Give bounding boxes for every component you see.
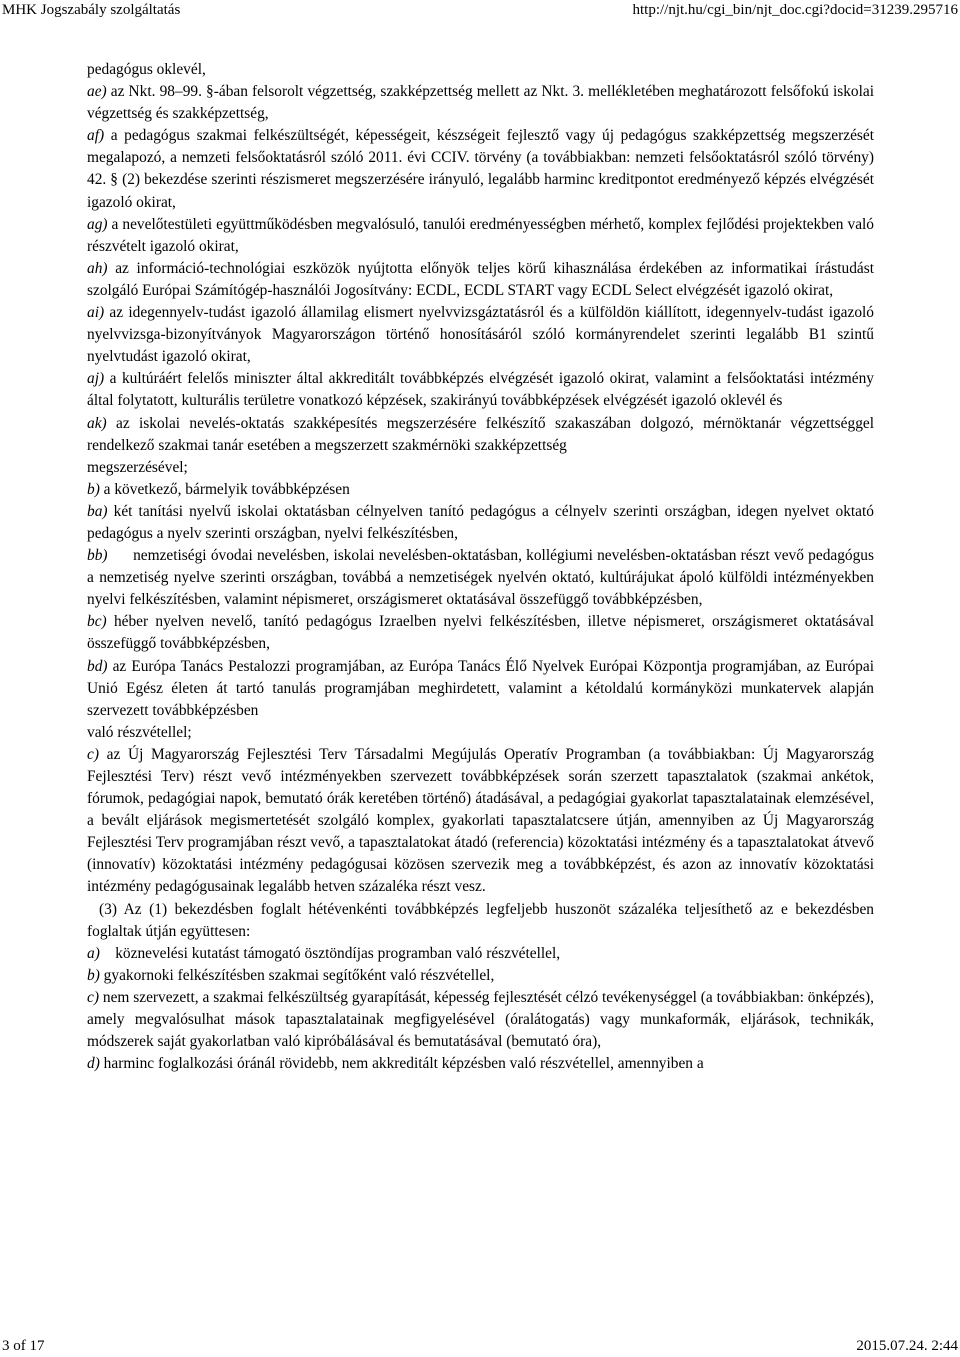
paragraph	[87, 125, 878, 213]
page-counter: 3 of 17	[2, 1338, 45, 1354]
paragraph	[87, 987, 878, 1053]
item-label: af)	[87, 127, 105, 145]
item-label: bc)	[87, 613, 107, 631]
paragraph	[87, 1053, 874, 1075]
page-footer	[0, 1337, 960, 1357]
paragraph-text: a pedagógus szakmai felkészültségét, képességeit, készségeit fejlesztő vagy új pedagógus szakképzettség megszerzését megalapozó, a nemzeti felsőoktatásról szóló 2011. évi CCIV. törvény (a továbbiakban: nemzeti felsőoktatásról szóló törvény) 42. § (2) bekezdése szerinti részismeret megszerzésére irányuló, legalább harminc kreditpontot eredményező képzés elvégzését igazoló okirat,	[87, 127, 878, 211]
paragraph	[87, 302, 878, 368]
paragraph-text: pedagógus oklevél,	[87, 61, 206, 78]
paragraph	[87, 457, 874, 479]
paragraph-text: az iskolai nevelés-oktatás szakképesítés megszerzésére felkészítő szakaszában dolgozó, mérnöktanár végzettséggel rendelkező szakmai tanár esetében a megszerzett szakmérnöki szakképzettség	[87, 414, 878, 454]
paragraph	[87, 943, 874, 965]
header-title: MHK Jogszabály szolgáltatás	[2, 2, 181, 18]
paragraph-text: köznevelési kutatást támogató ösztöndíjas programban való részvétellel,	[99, 944, 561, 962]
item-label: b)	[87, 480, 100, 498]
document-body	[87, 59, 878, 1075]
paragraph-text: való részvétellel;	[87, 723, 192, 741]
item-label: ak)	[87, 414, 107, 432]
paragraph	[87, 214, 878, 258]
paragraph-text: harminc foglalkozási óránál rövidebb, nem akkreditált képzésben való részvétellel, amennyiben a	[99, 1055, 704, 1073]
item-label: aj)	[87, 370, 105, 388]
page-header	[0, 0, 960, 22]
paragraph-text: az Új Magyarország Fejlesztési Terv Társadalmi Megújulás Operatív Programban (a továbbiakban: Új Magyarország Fejlesztési Terv) részt vevő intézményekben szervezett továbbképzések során szerzett tapasztalatok (szakmai ankétok, fórumok, pedagógiai napok, bemutató órák keretében történő) átadásával, a pedagógiai gyakorlat tapasztalatainak elemzésével, a bevált eljárások megismertetését szolgáló komplex, gyakorlati tapasztalatcsere útján, amennyiben az Új Magyarország Fejlesztési Terv programjában részt vevő, a tapasztalatokat átadó (referencia) közoktatási intézmény és a tapasztalatokat átvevő (innovatív) közoktatási intézmény pedagógusai közösen szervezik meg a továbbképzést, és azon az innovatív közoktatási intézmény pedagógusainak legalább hetven százaléka részt vesz.	[87, 745, 878, 896]
paragraph-text: (3) Az (1) bekezdésben foglalt hétévenkénti továbbképzés legfeljebb huszonöt százaléka teljesíthető az e bekezdésben foglaltak útján együttesen:	[87, 900, 878, 940]
item-label: d)	[87, 1055, 100, 1073]
paragraph	[87, 59, 874, 81]
paragraph	[87, 899, 878, 943]
paragraph	[87, 413, 878, 457]
item-label: ba)	[87, 502, 108, 520]
item-label: bb)	[87, 547, 108, 565]
item-label: ah)	[87, 259, 108, 277]
item-label: ag)	[87, 215, 108, 233]
paragraph	[87, 368, 878, 412]
paragraph	[87, 611, 878, 655]
paragraph-text: az idegennyelv-tudást igazoló államilag elismert nyelvvizsgáztatásról és a külföldön kiállított, idegennyelv-tudást igazoló nyelvvizsga-bizonyítványok Magyarországon történő honosításáról szóló kormányrendelet szerinti legalább B1 szintű nyelvtudást igazoló okirat,	[87, 304, 878, 366]
paragraph	[87, 258, 878, 302]
paragraph	[87, 479, 874, 501]
paragraph-text: az Európa Tanács Pestalozzi programjában, az Európa Tanács Élő Nyelvek Európai Központja programjában, az Európai Unió Egész életen át tartó tanulás programjában meghirdetett, valamint a kétoldalú kormányközi munkatervek alapján szervezett továbbképzésben	[87, 657, 878, 719]
print-timestamp: 2015.07.24. 2:44	[856, 1338, 958, 1354]
paragraph	[87, 965, 874, 987]
paragraph-text: két tanítási nyelvű iskolai oktatásban célnyelven tanító pedagógus a célnyelv szerinti országban, idegen nyelvet oktató pedagógus a nyelv szerinti országban, nyelvi felkészítésben,	[87, 502, 878, 542]
paragraph	[87, 722, 874, 744]
item-label: bd)	[87, 657, 108, 675]
paragraph-text: a kultúráért felelős miniszter által akkreditált továbbképzés elvégzését igazoló okirat, valamint a felsőoktatási intézmény által folytatott, kulturális területre vonatkozó képzések, szakirányú továbbképzések elvégzését igazoló oklevél és	[87, 370, 878, 410]
paragraph-text: a következő, bármelyik továbbképzésen	[99, 480, 350, 498]
paragraph-text: az Nkt. 98–99. §-ában felsorolt végzettség, szakképzettség mellett az Nkt. 3. mellékletében meghatározott felsőfokú iskolai végzettség és szakképzettség,	[87, 83, 878, 123]
paragraph	[87, 81, 878, 125]
paragraph	[87, 501, 878, 545]
paragraph-text: gyakornoki felkészítésben szakmai segítőként való részvétellel,	[99, 966, 495, 984]
paragraph	[87, 744, 878, 899]
paragraph-text: nemzetiségi óvodai nevelésben, iskolai nevelésben-oktatásban, kollégiumi nevelésben-oktatásban részt vevő pedagógus a nemzetiség nyelve szerinti országban, továbbá a nemzetiségek nyelvén oktató, kultúrájukat ápoló külföldi intézményekben nyelvi felkészítésben, valamint népismeret, országismeret oktatásával összefüggő továbbképzésben,	[87, 547, 878, 609]
item-label: ai)	[87, 304, 105, 322]
paragraph-text: megszerzésével;	[87, 458, 188, 476]
item-label: c)	[87, 745, 99, 763]
item-label: c)	[87, 988, 99, 1006]
item-label: b)	[87, 966, 100, 984]
paragraph	[87, 656, 878, 722]
paragraph-text: héber nyelven nevelő, tanító pedagógus Izraelben nyelvi felkészítésben, illetve népismeret, országismeret oktatásával összefüggő továbbképzésben,	[87, 613, 878, 653]
item-label: a)	[87, 944, 100, 962]
paragraph-text: az információ-technológiai eszközök nyújtotta előnyök teljes körű kihasználása érdekében az informatikai írástudást szolgáló Európai Számítógép-használói Jogosítvány: ECDL, ECDL START vagy ECDL Select elvégzését igazoló okirat,	[87, 259, 878, 299]
item-label: ae)	[87, 83, 107, 101]
header-url: http://njt.hu/cgi_bin/njt_doc.cgi?docid=31239.295716	[632, 2, 958, 18]
paragraph-text: a nevelőtestületi együttműködésben megvalósuló, tanulói eredményességben mérhető, komplex fejlődési projektekben való részvételt igazoló okirat,	[87, 215, 878, 255]
paragraph	[87, 545, 878, 611]
paragraph-text: nem szervezett, a szakmai felkészültség gyarapítását, képesség fejlesztését célzó tevékenységgel (a továbbiakban: önképzés), amely megvalósulhat mások tapasztalatainak megfigyelésével (óralátogatás) vagy munkaformák, eljárások, technikák, módszerek saját gyakorlatban való kipróbálásával és bemutatásával (bemutató óra),	[87, 988, 878, 1051]
